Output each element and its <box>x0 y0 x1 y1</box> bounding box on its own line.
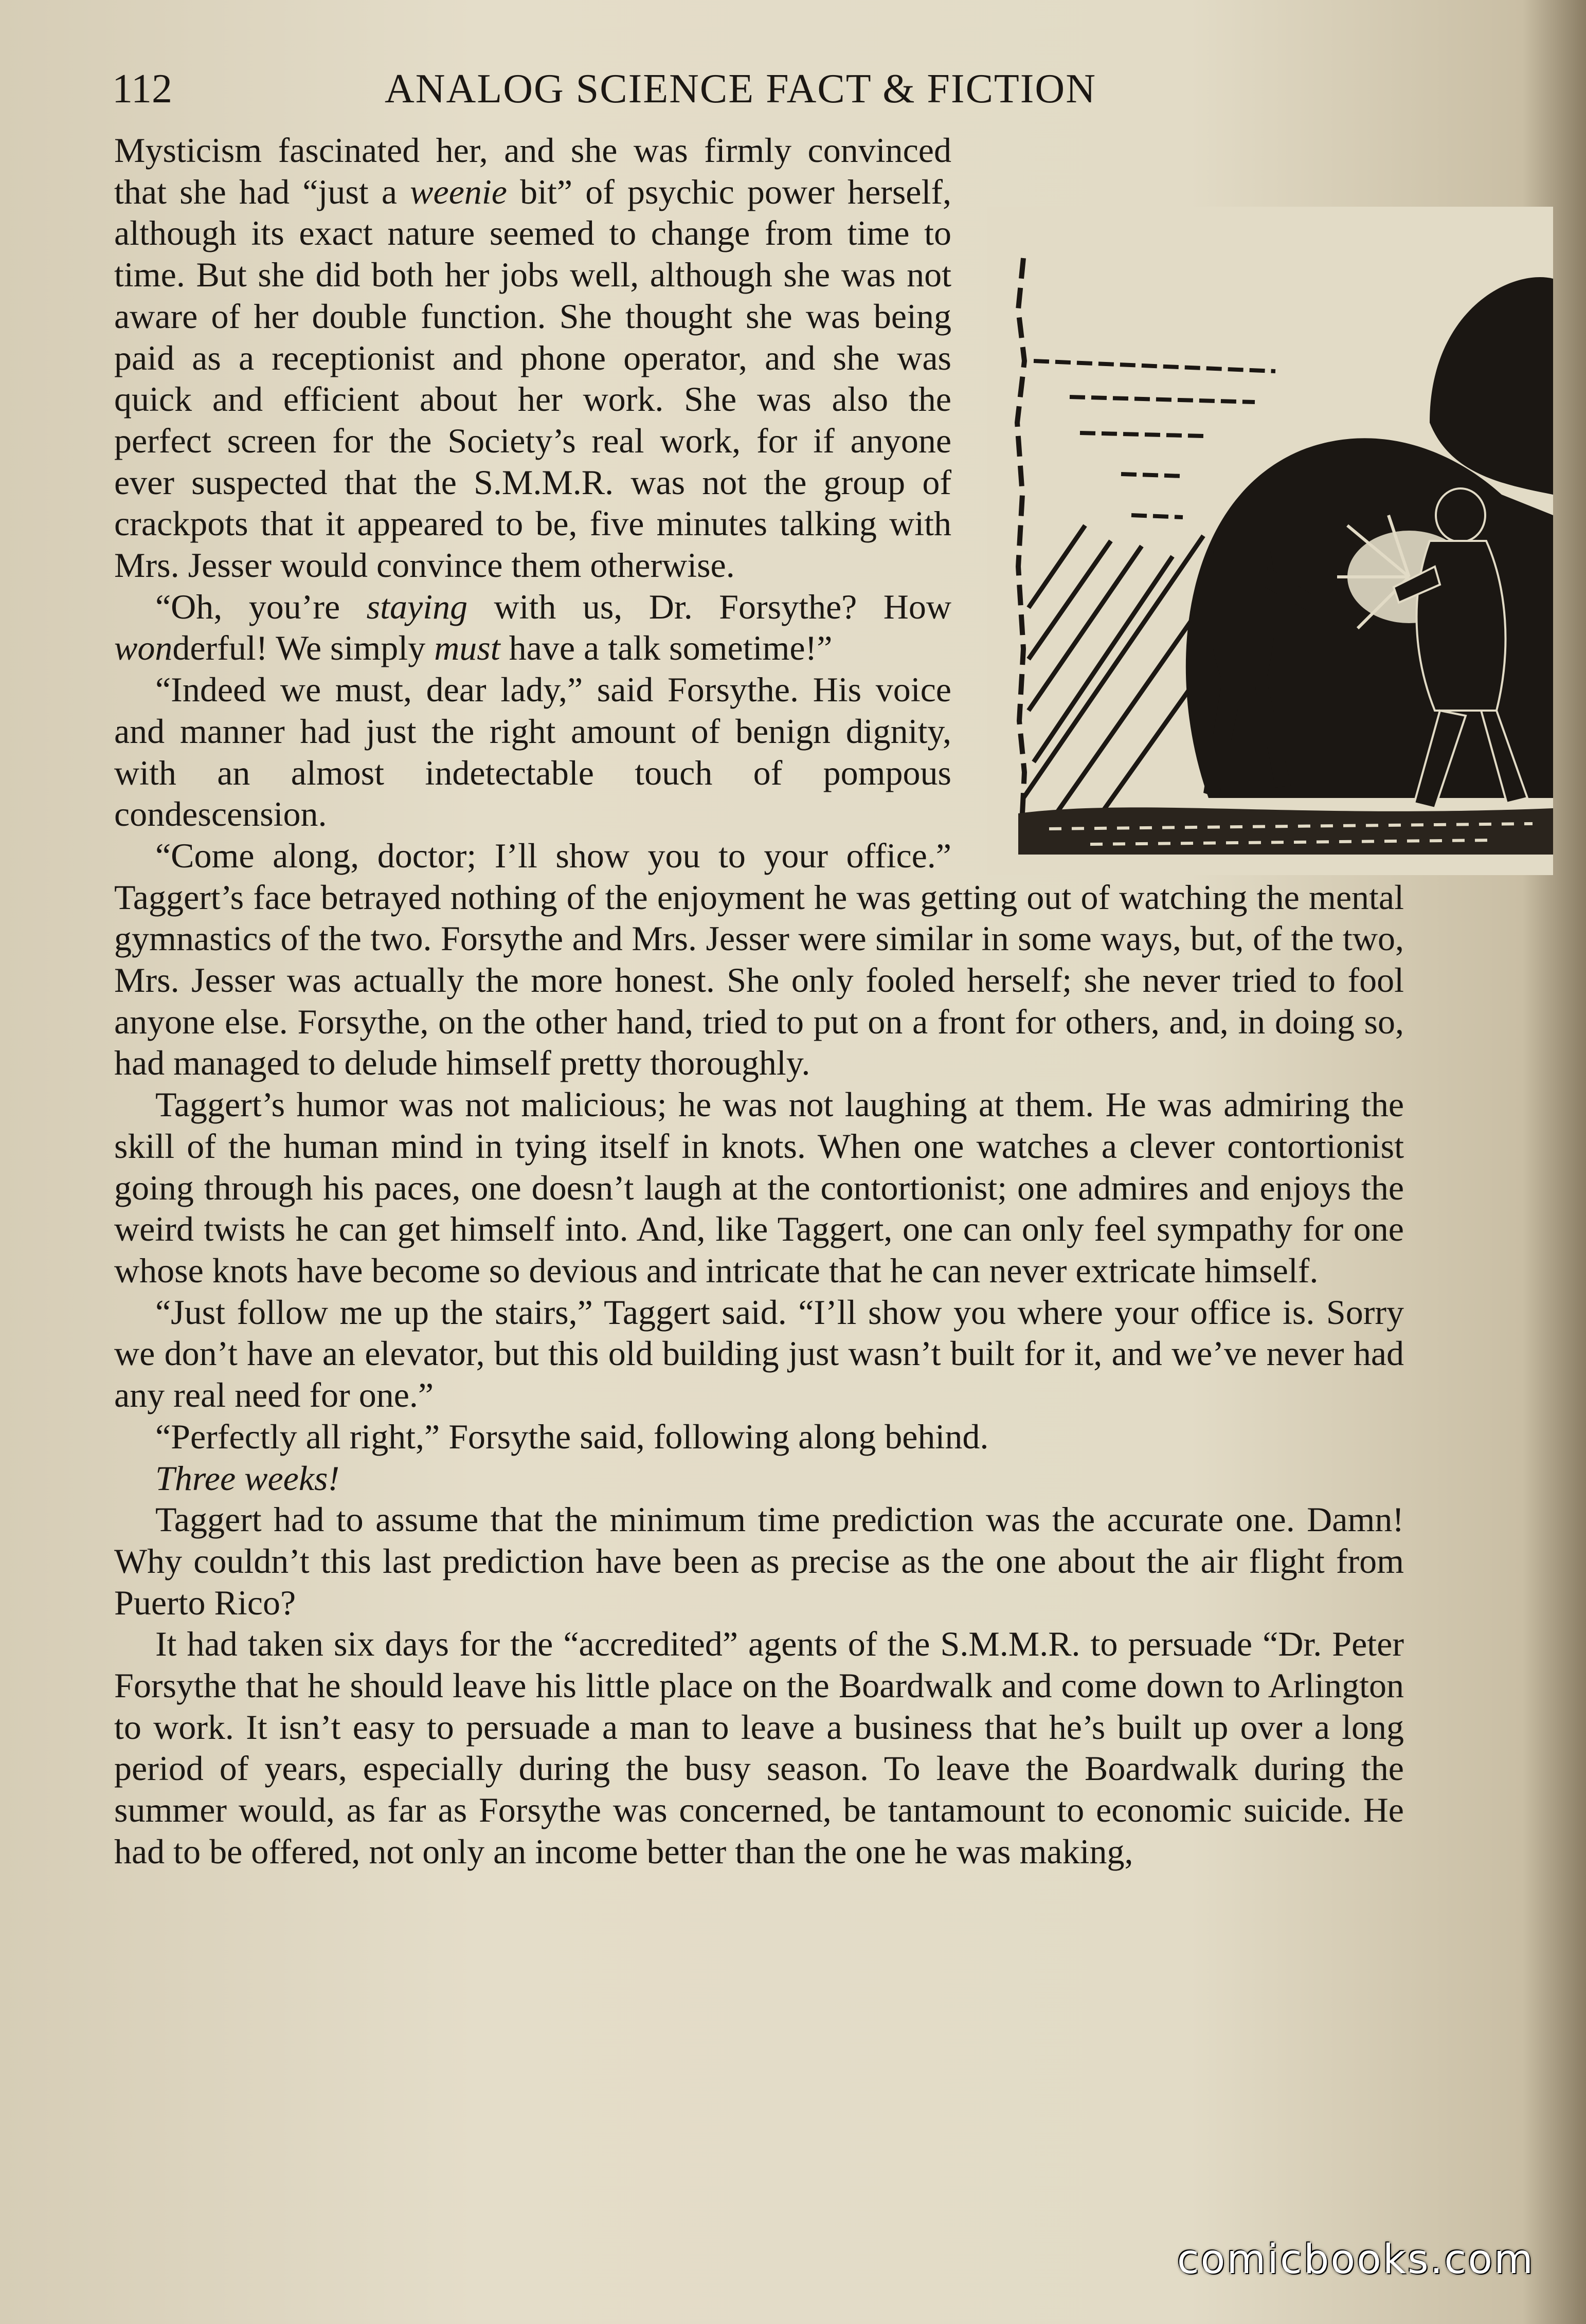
paragraph-4: “Come along, doctor; I’ll show you to your office.” Taggert’s face betrayed nothing of the enjoyment he was getting out of watching the mental gymnastics of the two. Forsythe and Mrs. Jesser were similar in some ways, but, of the two, Mrs. Jesser was actually the more honest. She only fooled herself; she never tried to fool anyone else. Forsythe, on the other hand, tried to put on a front for others, and, in doing so, had managed to delude himself pretty thoroughly. <box>114 836 1404 1083</box>
illustration <box>987 207 1553 875</box>
running-title: ANALOG SCIENCE FACT & FICTION <box>385 66 1096 112</box>
paragraph-7: “Perfectly all right,” Forsythe said, following along behind. <box>155 1417 989 1456</box>
paragraph-5: Taggert’s humor was not malicious; he was not laughing at them. He was admiring the skill of the human mind in tying itself in knots. When one watches a clever contortionist going through his paces, one doesn’t laugh at the contortionist; one admires and enjoys the weird twists he can get himself into. And, like Taggert, one can only feel sympathy for one whose knots have become so devious and intricate that he can never extricate himself. <box>114 1085 1404 1290</box>
paragraph-8: Three weeks! <box>155 1458 340 1498</box>
paragraph-2: “Oh, you’re staying with us, Dr. Forsythe? How wonderful! We simply must have a talk sometime!” <box>114 587 951 668</box>
paragraph-10: It had taken six days for the “accredited” agents of the S.M.M.R. to persuade “Dr. Peter Forsythe that he should leave his little place on the Boardwalk and come down to Arlington to work. It isn’t easy to persuade a man to leave a business that he’s built up over a long period of years, especially during the busy season. To leave the Boardwalk during the summer would, as far as Forsythe was concerned, be tantamount to economic suicide. He had to be offered, not only an income better than the one he was making, <box>114 1624 1404 1871</box>
article-text <box>114 130 1404 1873</box>
illustration-figures-in-cave <box>987 207 1553 875</box>
paragraph-1: Mysticism fascinated her, and she was firmly convinced that she had “just a weenie bit” of psychic power herself, although its exact nature seemed to change from time to time. But she did both her jobs well, although she was not aware of her double function. She thought she was being paid as a receptionist and phone operator, and she was quick and efficient about her work. She was also the perfect screen for the Society’s real work, for if anyone ever suspected that the S.M.M.R. was not the group of crackpots that it appeared to be, five minutes talking with Mrs. Jesser would convince them otherwise. <box>114 131 951 585</box>
page-number: 112 <box>112 66 173 112</box>
paragraph-6: “Just follow me up the stairs,” Taggert said. “I’ll show you where your office is. Sorry we don’t have an elevator, but this old building just wasn’t built for it, and we’ve never had any real need for one.” <box>114 1292 1404 1415</box>
page-header <box>112 61 1408 117</box>
watermark: comicbooks.com <box>1177 2237 1535 2283</box>
paragraph-3: “Indeed we must, dear lady,” said Forsythe. His voice and manner had just the right amount of benign dignity, with an almost indetectable touch of pompous condescension. <box>114 670 951 834</box>
paragraph-9: Taggert had to assume that the minimum time prediction was the accurate one. Damn! Why couldn’t this last prediction have been as precise as the one about the air flight from Puerto Rico? <box>114 1500 1404 1622</box>
